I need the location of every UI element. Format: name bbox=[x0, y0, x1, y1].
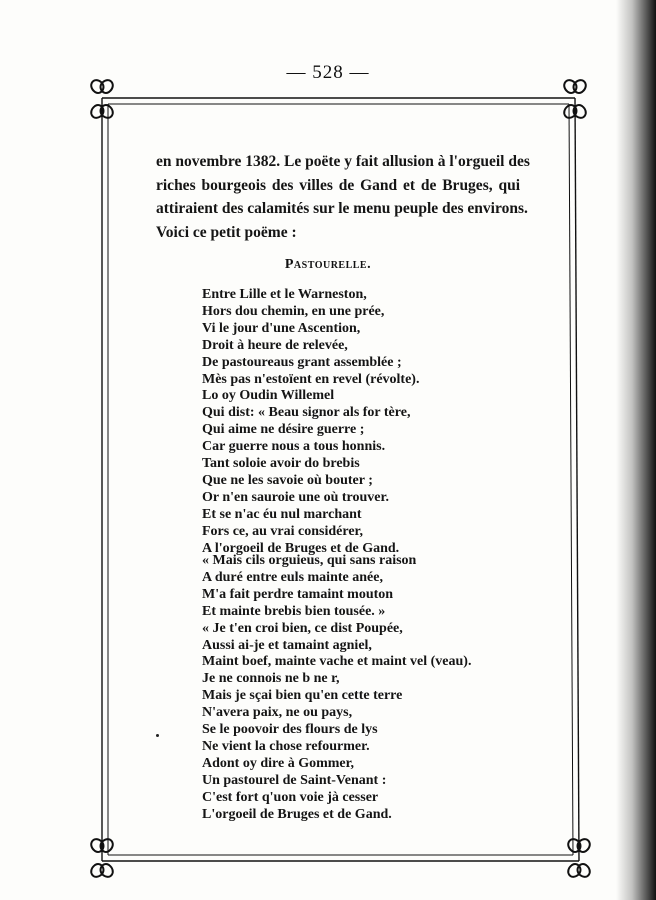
intro-line: attiraient des calamités sur le menu peuple des environs. bbox=[156, 200, 528, 217]
verse-line: Je ne connois ne b ne r, bbox=[202, 671, 340, 687]
verse-line: Lo oy Oudin Willemel bbox=[202, 388, 335, 404]
verse-line: L'orgoeil de Bruges et de Gand. bbox=[202, 806, 392, 822]
verse-line: Que ne les savoie où bouter ; bbox=[202, 472, 373, 488]
verse-line: Un pastourel de Saint-Venant : bbox=[202, 772, 387, 788]
poem-stanza-2 bbox=[202, 553, 471, 824]
verse-line: Or n'en sauroie une où trouver. bbox=[202, 489, 389, 505]
verse-line: Adont oy dire à Gommer, bbox=[202, 755, 355, 771]
intro-paragraph bbox=[156, 150, 530, 244]
verse-line: Fors ce, au vrai considérer, bbox=[202, 523, 363, 539]
verse-line: Hors dou chemin, en une prée, bbox=[202, 303, 385, 319]
verse-line: C'est fort q'uon voie jà cesser bbox=[202, 789, 379, 805]
verse-line: Aussi ai-je et tamaint agniel, bbox=[202, 637, 372, 653]
poem-title: Pastourelle. bbox=[284, 257, 372, 272]
verse-line: Vi le jour d'une Ascention, bbox=[202, 320, 361, 336]
verse-line: Et mainte brebis bien tousée. » bbox=[202, 603, 386, 619]
verse-line: Qui dist: « Beau signor als for tère, bbox=[202, 405, 411, 421]
border-right-outer bbox=[575, 98, 579, 861]
verse-line: N'avera paix, ne ou pays, bbox=[202, 705, 353, 721]
verse-line: « Mais cils orguieus, qui sans raison bbox=[202, 553, 417, 568]
verse-line: A l'orgoeil de Bruges et de Gand. bbox=[202, 540, 400, 556]
verse-line: M'a fait perdre tamaint mouton bbox=[202, 586, 394, 602]
border-right-inner bbox=[569, 104, 573, 855]
verse-line: Qui aime ne désire guerre ; bbox=[202, 422, 365, 438]
verse-line: De pastoureaus grant assemblée ; bbox=[202, 354, 402, 370]
verse-line: « Je t'en croi bien, ce dist Poupée, bbox=[202, 620, 403, 636]
verse-line: Entre Lille et le Warneston, bbox=[202, 287, 367, 302]
intro-line: en novembre 1382. Le poëte y fait allusion à l'orgueil des bbox=[156, 153, 530, 170]
ink-speck bbox=[156, 734, 159, 737]
verse-line: Car guerre nous a tous honnis. bbox=[202, 439, 386, 455]
poem-stanza-1 bbox=[202, 287, 419, 558]
verse-line: A duré entre euls mainte anée, bbox=[202, 569, 383, 585]
verse-line: Ne vient la chose refourmer. bbox=[202, 738, 370, 754]
verse-line: Mès pas n'estoïent en revel (révolte). bbox=[202, 371, 420, 387]
verse-line: Maint boef, mainte vache et maint vel (veau). bbox=[202, 654, 472, 670]
verse-line: Se le poovoir des flours de lys bbox=[202, 722, 378, 738]
intro-line: Voici ce petit poëme : bbox=[156, 223, 297, 241]
verse-line: Tant soloie avoir do brebis bbox=[202, 456, 360, 472]
intro-line: riches bourgeois des villes de Gand et de Bruges, qui bbox=[156, 176, 520, 194]
verse-line: Mais je sçai bien qu'en cette terre bbox=[202, 688, 403, 704]
verse-line: Droit à heure de relevée, bbox=[202, 337, 348, 353]
page-number: — 528 — bbox=[286, 62, 370, 83]
verse-line: Et se n'ac éu nul marchant bbox=[202, 506, 362, 522]
